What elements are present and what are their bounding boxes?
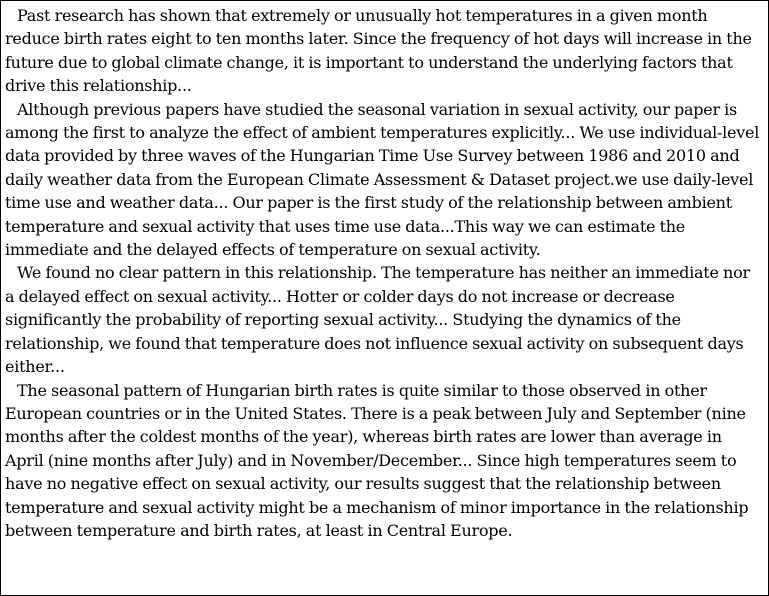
paragraph-findings: We found no clear pattern in this relationship. The temperature has neither an immediate nor a delayed effect on sexual activity... Hotter or colder days do not increase or decrease significantly the probability of reporting sexual activity... Studying the dynamics of the relationship, we found that temperature does not influence sexual activity on subsequent days either... <box>5 263 750 377</box>
paragraph-data-and-method: Although previous papers have studied the seasonal variation in sexual activity, our paper is among the first to analyze the effect of ambient temperatures explicitly... We use individual-level data provided by three waves of the Hungarian Time Use Survey between 1986 and 2010 and daily weather data from the European Climate Assessment & Dataset project.we use daily-level time use and weather data... Our paper is the first study of the relationship between ambient temperature and sexual activity that uses time use data...This way we can estimate the immediate and the delayed effects of temperature on sexual activity. <box>5 99 760 260</box>
paragraph-seasonal-pattern: The seasonal pattern of Hungarian birth rates is quite similar to those observed in other European countries or in the United States. There is a peak between July and September (nine months after the coldest months of the year), whereas birth rates are lower than average in April (nine months after July) and in November/December... Since high temperatures seem to have no negative effect on sexual activity, our results suggest that the relationship between temperature and sexual activity might be a mechanism of minor importance in the relationship between temperature and birth rates, at least in Central Europe. <box>5 380 749 540</box>
document-body <box>5 4 763 542</box>
paragraph-research-background: Past research has shown that extremely or unusually hot temperatures in a given month reduce birth rates eight to ten months later. Since the frequency of hot days will increase in the future due to global climate change, it is important to understand the underlying factors that drive this relationship... <box>5 6 752 96</box>
